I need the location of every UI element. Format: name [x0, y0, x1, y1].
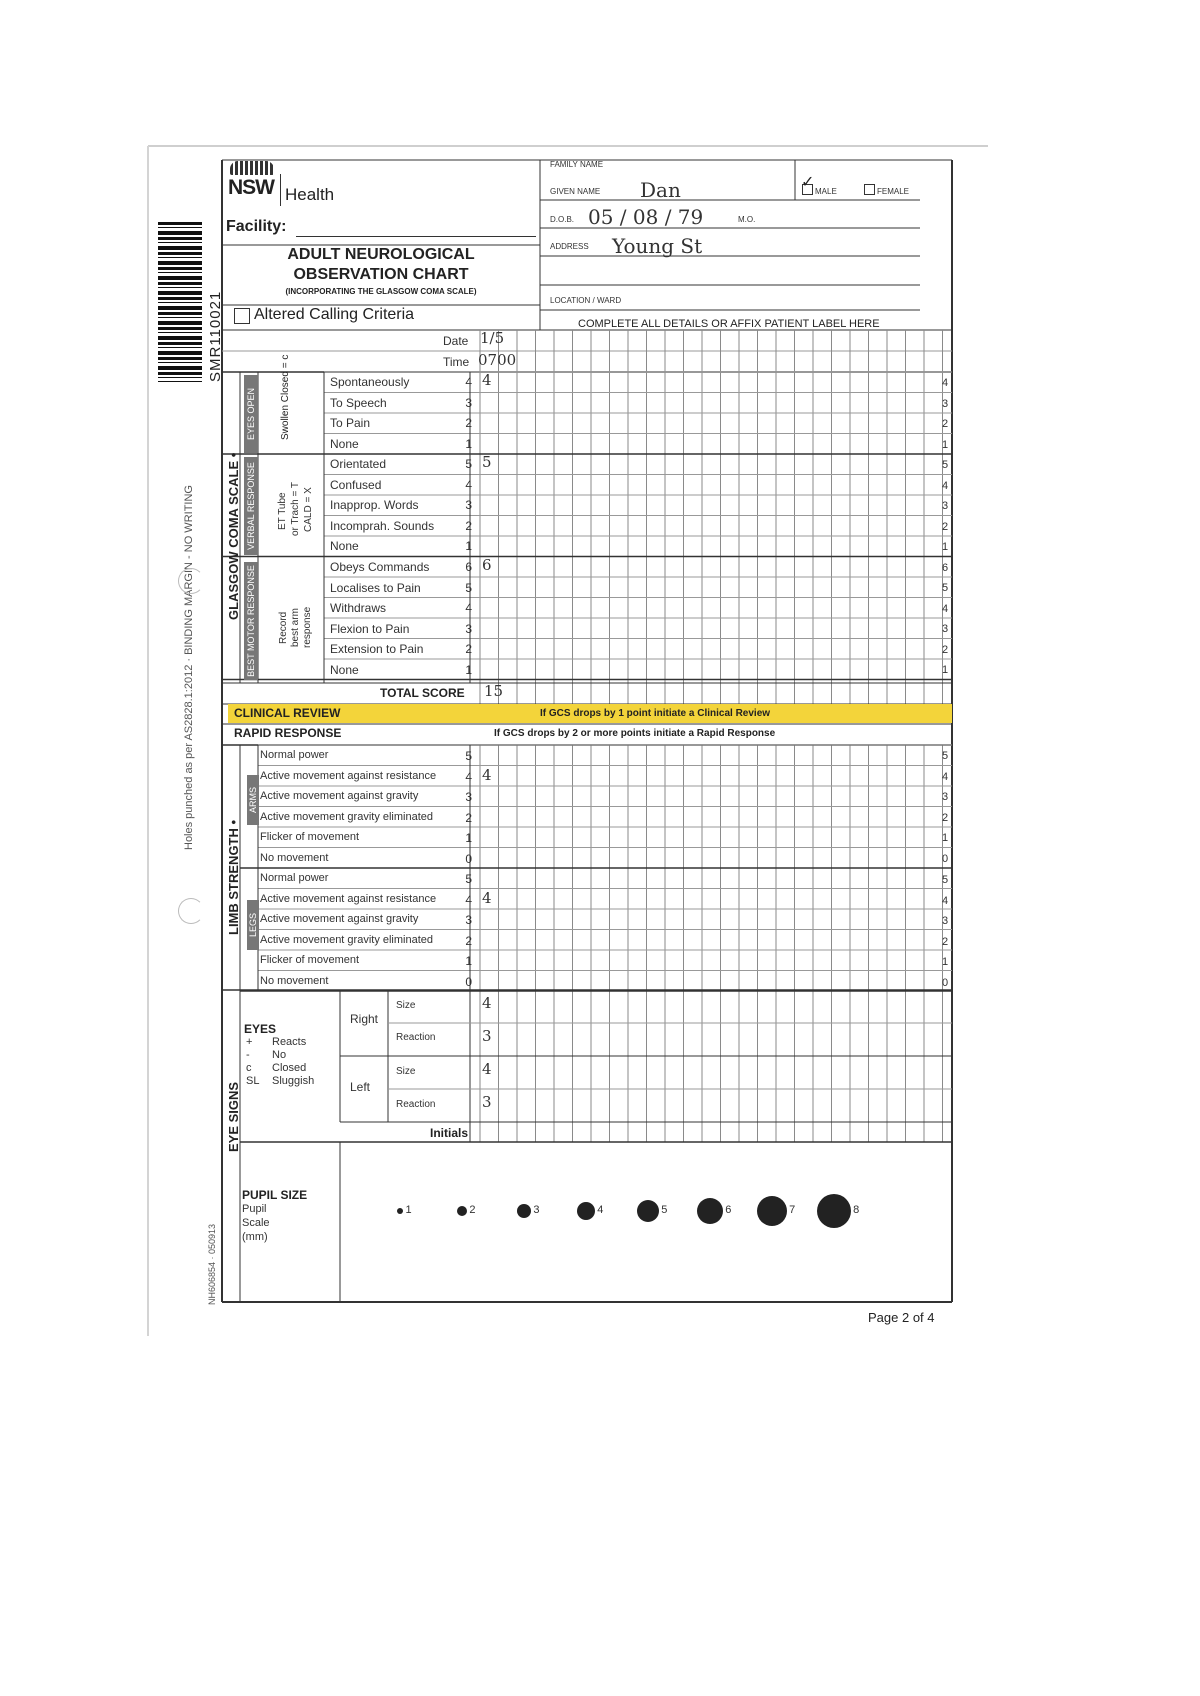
eyes-open-category: EYES OPEN [244, 375, 258, 453]
eye-legend-text: Reacts [272, 1036, 307, 1048]
time-entry[interactable]: 0700 [478, 351, 517, 369]
gcs-scale-value: 6 [941, 561, 949, 574]
limb-scale-value: 2 [941, 935, 949, 948]
pupil-scale-number: 8 [853, 1204, 860, 1216]
male-label: MALE [815, 187, 837, 196]
eyes-legend-title: EYES [244, 1022, 277, 1036]
chart-title-line2: OBSERVATION CHART [293, 266, 469, 283]
gcs-scale-value: 3 [941, 500, 949, 512]
gcs-eyes-recorded[interactable]: 4 [482, 371, 492, 389]
form-id: NH606854 · 050913 [207, 1223, 217, 1305]
gcs-scale-value: 4 [941, 479, 949, 492]
date-entry[interactable]: 1/5 [480, 329, 505, 347]
pupil-sub3: (mm) [242, 1231, 268, 1243]
gcs-verbal-row-label: Orientated [330, 457, 387, 471]
limb-arms-row-label: Active movement against gravity [260, 790, 419, 802]
limb-legs-recorded[interactable]: 4 [482, 888, 492, 907]
eye-legend-text: Sluggish [272, 1075, 315, 1087]
limb-scale-value: 0 [941, 852, 949, 865]
eye-legend-symbol: + [246, 1036, 253, 1048]
limb-arms-row-score: 0 [465, 851, 472, 866]
gcs-verbal-row-label: Inapprop. Words [330, 498, 419, 512]
gcs-verbal-row-label: Confused [330, 477, 382, 492]
pupil-scale-number: 4 [597, 1204, 604, 1216]
verbal-note1: ET Tube [277, 492, 288, 530]
location-label: LOCATION / WARD [550, 296, 622, 305]
limb-legs-row-score: 3 [465, 913, 472, 927]
limb-arms-row-label: Normal power [260, 749, 329, 761]
gcs-motor-row-label: Withdraws [330, 601, 387, 615]
verbal-note3: CALD = X [303, 487, 314, 532]
rapid-response-text: If GCS drops by 2 or more points initiate a Rapid Response [494, 728, 776, 739]
gcs-eyes-row-score: 1 [465, 436, 472, 451]
date-label: Date [443, 334, 469, 348]
limb-scale-value: 1 [941, 956, 949, 968]
page-number: Page 2 of 4 [868, 1310, 935, 1325]
mo-label: M.O. [738, 215, 756, 224]
limb-section-title: LIMB STRENGTH • [226, 819, 241, 935]
limb-arms-row-score: 5 [465, 749, 472, 763]
right-size-label: Size [396, 1000, 416, 1011]
gcs-verbal-row-score: 4 [465, 477, 472, 492]
legs-category: LEGS [247, 900, 259, 950]
pupil-sub1: Pupil [242, 1203, 267, 1215]
limb-arms-row-score: 3 [465, 790, 472, 804]
eye-legend-text: No [272, 1049, 287, 1061]
chart-title-line3: (INCORPORATING THE GLASGOW COMA SCALE) [285, 287, 477, 296]
pupil-size-title: PUPIL SIZE [242, 1188, 308, 1202]
right-reaction-entry[interactable]: 3 [482, 1027, 492, 1045]
gcs-motor-recorded[interactable]: 6 [482, 556, 492, 574]
gcs-motor-row-score: 1 [465, 662, 472, 677]
gcs-motor-row-label: Flexion to Pain [330, 621, 410, 636]
verbal-note2: or Trach = T [290, 481, 301, 536]
eye-legend-text: Closed [272, 1062, 307, 1074]
gcs-eyes-row-score: 3 [465, 395, 472, 410]
address-label: ADDRESS [550, 242, 589, 251]
limb-legs-row-label: Normal power [260, 872, 329, 884]
gcs-motor-row-score: 5 [465, 580, 472, 595]
left-size-label: Size [396, 1066, 416, 1077]
dob-label: D.O.B. [550, 215, 575, 224]
limb-scale-value: 3 [941, 791, 949, 803]
rapid-response-label: RAPID RESPONSE [234, 726, 342, 740]
limb-scale-value: 4 [941, 894, 949, 907]
motor-note2: best arm [290, 608, 301, 647]
family-name-label: FAMILY NAME [550, 160, 604, 169]
gcs-scale-value: 2 [941, 418, 949, 430]
eye-legend-symbol: - [246, 1049, 250, 1061]
limb-arms-row-label: Active movement gravity eliminated [260, 810, 434, 823]
pupil-dot-icon [757, 1196, 787, 1226]
clinical-review-text: If GCS drops by 1 point initiate a Clinical Review [540, 708, 771, 719]
limb-arms-row-label: Flicker of movement [260, 831, 360, 843]
gcs-eyes-row-label: To Pain [330, 416, 371, 430]
limb-arms-row-score: 2 [465, 810, 472, 825]
limb-arms-row-label: No movement [260, 851, 329, 864]
limb-legs-row-label: Active movement against resistance [260, 892, 437, 905]
pupil-scale-number: 6 [725, 1204, 732, 1216]
eye-legend-symbol: c [246, 1062, 252, 1074]
limb-scale-value: 2 [941, 811, 949, 824]
limb-scale-value: 3 [941, 915, 949, 927]
motor-note1: Record [278, 611, 289, 644]
gcs-verbal-row-score: 1 [465, 539, 472, 553]
gcs-scale-value: 1 [941, 541, 949, 553]
limb-arms-row-score: 1 [465, 831, 472, 845]
pupil-scale-number: 1 [405, 1204, 412, 1216]
gcs-motor-row-score: 6 [465, 560, 472, 574]
gcs-scale-value: 5 [941, 459, 949, 471]
female-label: FEMALE [877, 187, 910, 196]
gcs-eyes-row-score: 4 [465, 375, 472, 389]
left-reaction-entry[interactable]: 3 [482, 1093, 492, 1111]
limb-scale-value: 4 [941, 770, 949, 783]
left-size-entry[interactable]: 4 [482, 1060, 492, 1078]
gcs-scale-value: 4 [941, 377, 949, 389]
label-note: COMPLETE ALL DETAILS OR AFFIX PATIENT LABEL HERE [578, 318, 880, 330]
total-score-label: TOTAL SCORE [380, 686, 465, 700]
arms-category: ARMS [247, 775, 259, 825]
eye-legend-symbol: SL [246, 1075, 260, 1087]
gcs-motor-row-score: 2 [465, 642, 472, 656]
logo-abbr: NSW [228, 176, 274, 199]
limb-scale-value: 0 [941, 976, 949, 989]
time-label: Time [443, 355, 470, 369]
gcs-motor-row-label: Extension to Pain [330, 642, 424, 656]
gcs-scale-value: 5 [941, 582, 949, 594]
limb-legs-row-score: 4 [465, 892, 472, 907]
gcs-eyes-row-score: 2 [465, 416, 472, 430]
limb-legs-row-label: Active movement gravity eliminated [260, 933, 434, 946]
gcs-scale-value: 1 [941, 664, 949, 676]
right-reaction-label: Reaction [396, 1032, 436, 1043]
gcs-verbal-row-score: 5 [465, 457, 472, 471]
limb-legs-row-score: 0 [465, 974, 472, 989]
pupil-scale-number: 7 [789, 1204, 796, 1216]
dob-field[interactable]: 05 / 08 / 79 [588, 205, 704, 229]
gcs-motor-row-score: 4 [465, 601, 472, 615]
gcs-section-title: GLASGOW COMA SCALE • [226, 452, 241, 620]
gcs-verbal-row-label: Incomprah. Sounds [330, 518, 435, 533]
total-score-entry[interactable]: 15 [484, 682, 504, 700]
pupil-scale-number: 2 [469, 1204, 476, 1216]
left-eye-label: Left [350, 1080, 371, 1094]
gcs-motor-row-label: None [330, 662, 359, 677]
gcs-motor-row-label: Localises to Pain [330, 580, 421, 595]
gcs-eyes-row-label: None [330, 436, 359, 451]
binding-margin-note: Holes punched as per AS2828.1:2012 · BINDING MARGIN - NO WRITING [183, 485, 195, 850]
facility-label: Facility: [226, 218, 287, 235]
pupil-scale-number: 5 [661, 1204, 668, 1216]
gcs-scale-value: 2 [941, 643, 949, 656]
limb-legs-row-label: Flicker of movement [260, 954, 360, 966]
left-reaction-label: Reaction [396, 1099, 436, 1110]
limb-legs-row-score: 2 [465, 933, 472, 948]
gcs-scale-value: 1 [941, 438, 949, 451]
limb-scale-value: 1 [941, 832, 949, 844]
limb-legs-row-score: 1 [465, 954, 472, 968]
limb-scale-value: 5 [941, 874, 949, 886]
check-mark-icon: ✓ [801, 174, 815, 191]
motor-note3: response [302, 606, 313, 648]
eyes-note: Swollen Closed = c [280, 354, 291, 440]
limb-legs-row-score: 5 [465, 872, 472, 886]
motor-category: BEST MOTOR RESPONSE [244, 562, 258, 680]
logo-name: Health [285, 185, 335, 204]
address-field[interactable]: Young St [612, 234, 703, 258]
gcs-motor-row-label: Obeys Commands [330, 560, 430, 574]
verbal-category: VERBAL RESPONSE [244, 457, 258, 555]
given-name-label: GIVEN NAME [550, 187, 601, 196]
limb-legs-row-label: Active movement against gravity [260, 913, 419, 925]
initials-label: Initials [430, 1126, 469, 1140]
gcs-scale-value: 4 [941, 602, 949, 615]
given-name-field[interactable]: Dan [640, 178, 681, 202]
gcs-motor-row-score: 3 [465, 621, 472, 636]
right-size-entry[interactable]: 4 [482, 994, 492, 1012]
chart-title-line1: ADULT NEUROLOGICAL [287, 246, 475, 263]
gcs-scale-value: 2 [941, 520, 949, 533]
eye-signs-section-title: EYE SIGNS [226, 1081, 241, 1152]
gcs-scale-value: 3 [941, 623, 949, 635]
gcs-eyes-row-label: To Speech [330, 395, 387, 410]
pupil-scale-number: 3 [533, 1204, 540, 1216]
gcs-verbal-row-score: 2 [465, 518, 472, 533]
limb-scale-value: 5 [941, 750, 949, 762]
gcs-verbal-row-label: None [330, 539, 359, 553]
altered-calling-label: Altered Calling Criteria [254, 306, 415, 323]
clinical-review-label: CLINICAL REVIEW [234, 706, 341, 720]
barcode-code: SMR110021 [207, 290, 224, 382]
right-eye-label: Right [350, 1012, 379, 1026]
limb-arms-recorded[interactable]: 4 [482, 765, 492, 784]
gcs-scale-value: 3 [941, 397, 949, 410]
pupil-dot-icon [817, 1194, 851, 1228]
gcs-verbal-row-score: 3 [465, 498, 472, 512]
limb-arms-row-score: 4 [465, 769, 472, 784]
gcs-verbal-recorded[interactable]: 5 [482, 453, 492, 471]
limb-legs-row-label: No movement [260, 974, 329, 987]
pupil-sub2: Scale [242, 1217, 270, 1229]
gcs-eyes-row-label: Spontaneously [330, 375, 410, 389]
limb-arms-row-label: Active movement against resistance [260, 769, 437, 782]
